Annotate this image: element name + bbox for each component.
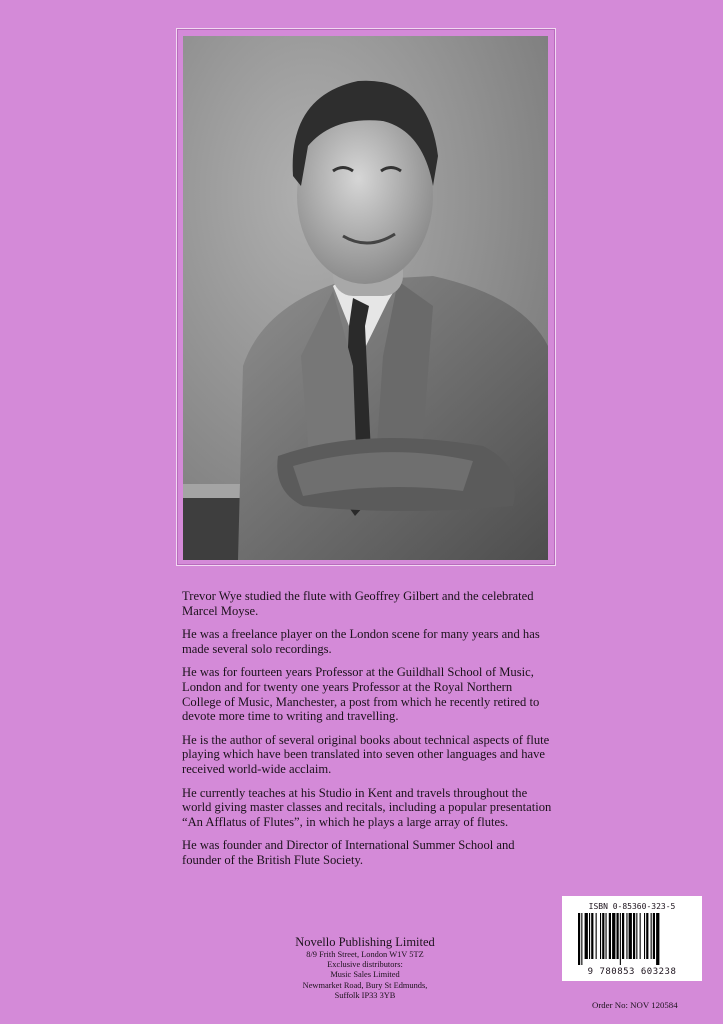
- distributor-address-line-1: Newmarket Road, Bury St Edmunds,: [302, 980, 428, 990]
- barcode-bar: [578, 913, 580, 965]
- bio-paragraph-6: He was founder and Director of International Summer School and founder of the British Flute Society.: [182, 838, 515, 867]
- barcode-bar: [589, 913, 590, 959]
- barcode-bar: [596, 913, 597, 959]
- barcode-bar: [646, 913, 648, 959]
- barcode-bar: [585, 913, 588, 959]
- portrait-illustration: [183, 36, 548, 560]
- barcode-bar: [581, 913, 582, 965]
- barcode-bar: [622, 913, 624, 959]
- barcode-bar: [626, 913, 627, 959]
- distributor-address-line-2: Suffolk IP33 3YB: [334, 990, 396, 1000]
- barcode-bar: [602, 913, 604, 959]
- bio-paragraph-3: He was for fourteen years Professor at the Guildhall School of Music, London and for twenty one years Professor at the Royal Northern College of Music, Manchester, a post from which he recently retired to devote more time to writing and travelling.: [182, 665, 540, 724]
- bio-paragraph-4: He is the author of several original books about technical aspects of flute playing which have been translated into seven other languages and have received world-wide acclaim.: [182, 732, 550, 776]
- barcode-bar: [640, 913, 641, 959]
- order-number: Order No: NOV 120584: [592, 1000, 678, 1010]
- barcode-bar: [651, 913, 652, 959]
- barcode-bar: [653, 913, 655, 959]
- isbn-text: ISBN 0-85360-323-5: [588, 902, 676, 911]
- barcode-bar: [606, 913, 607, 959]
- author-portrait-photo: [183, 36, 548, 560]
- barcode-label: [562, 896, 702, 981]
- barcode-bar: [591, 913, 593, 959]
- barcode-icon: [578, 913, 686, 965]
- barcode-bar: [633, 913, 635, 959]
- distributor-name: Music Sales Limited: [330, 970, 400, 980]
- bio-paragraph-1: Trevor Wye studied the flute with Geoffrey Gilbert and the celebrated Marcel Moyse.: [182, 589, 534, 618]
- barcode-bar: [629, 913, 632, 959]
- publisher-address: 8/9 Frith Street, London W1V 5TZ: [306, 950, 424, 959]
- ean-number: 9 780853 603238: [587, 967, 677, 977]
- bio-paragraph-5: He currently teaches at his Studio in Kent and travels throughout the world giving master classes and recitals, including a popular presentation “An Afflatus of Flutes”, in which he plays a large array of flutes.: [182, 785, 552, 829]
- author-biography: [182, 589, 552, 877]
- barcode-bar: [636, 913, 637, 959]
- barcode-bar: [644, 913, 645, 959]
- barcode-bar: [600, 913, 601, 959]
- bio-paragraph-2: He was a freelance player on the London scene for many years and has made several solo recordings.: [182, 627, 540, 656]
- barcode-bar: [617, 913, 619, 959]
- barcode-bar: [656, 913, 659, 965]
- publisher-info: [220, 935, 510, 1001]
- barcode-bar: [620, 913, 621, 965]
- barcode-bar: [612, 913, 615, 959]
- publisher-name: Novello Publishing Limited: [295, 935, 435, 949]
- barcode-bar: [609, 913, 611, 959]
- distributors-label: Exclusive distributors:: [327, 960, 403, 970]
